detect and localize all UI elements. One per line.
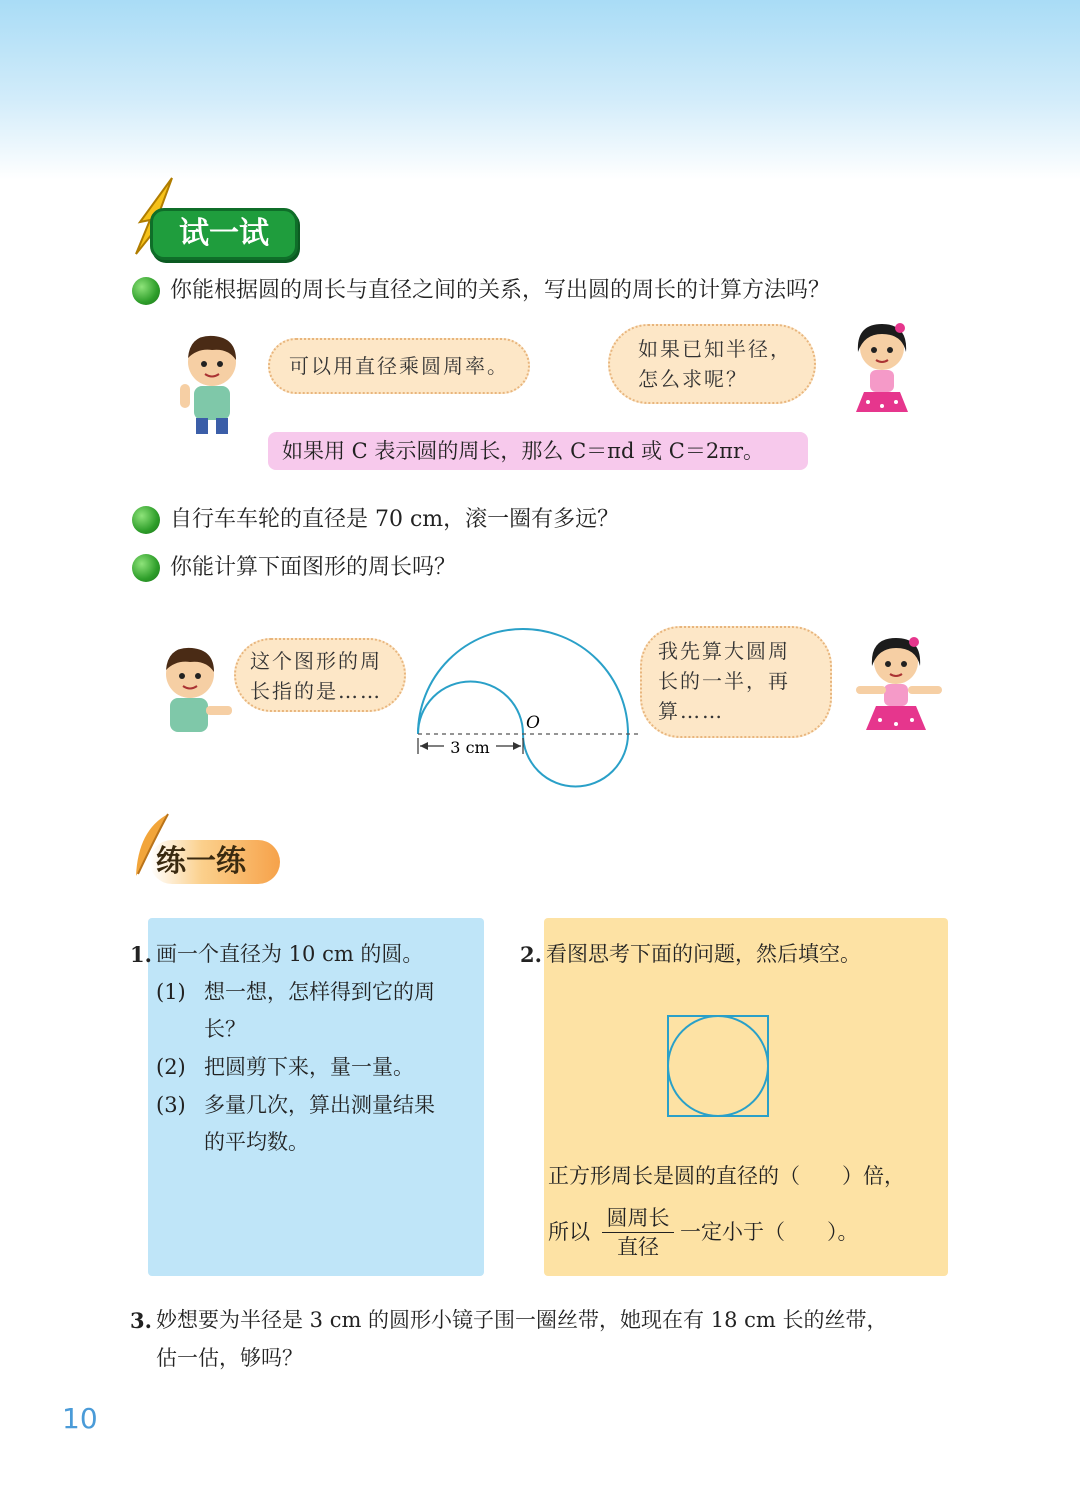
exercise-2-fill-2-suffix: 一定小于（ ）。 xyxy=(680,1220,859,1244)
girl-character-icon xyxy=(842,316,922,420)
square-with-circle-figure xyxy=(666,1014,770,1118)
speech-bubble-girl-1 xyxy=(608,324,816,404)
formula-banner: 如果用 C 表示圆的周长，那么 C＝πd 或 C＝2πr。 xyxy=(268,432,808,470)
green-bullet-icon xyxy=(132,554,160,582)
bubble-line: 算…… xyxy=(658,699,724,723)
exercise-1-number: 1. xyxy=(130,942,152,967)
large-semicircle xyxy=(418,629,628,734)
exercise-1-sub2: 把圆剪下来，量一量。 xyxy=(204,1055,414,1079)
fraction xyxy=(602,1204,674,1261)
small-semicircle-lower xyxy=(523,734,628,787)
exercise-2-number: 2. xyxy=(520,942,542,967)
exercise-3-line2: 估一估，够吗？ xyxy=(156,1346,303,1370)
green-bullet-icon xyxy=(132,506,160,534)
question-bicycle-wheel: 自行车车轮的直径是 70 cm，滚一圈有多远？ xyxy=(170,507,620,532)
exercise-1-sub3-line1: 多量几次，算出测量结果 xyxy=(204,1093,435,1117)
exercise-3-number: 3. xyxy=(130,1308,152,1333)
speech-bubble-boy-1: 可以用直径乘圆周率。 xyxy=(268,338,530,394)
green-bullet-icon xyxy=(132,277,160,305)
inscribed-circle xyxy=(668,1016,768,1116)
exercise-1-sub1-number: (1) xyxy=(156,980,186,1004)
speech-bubble-boy-2 xyxy=(234,638,406,712)
fraction-numerator: 圆周长 xyxy=(602,1204,674,1233)
section-header-try: 试一试 xyxy=(150,208,298,260)
measure-label: 3 cm xyxy=(450,738,490,757)
exercise-1-sub3-number: (3) xyxy=(156,1093,186,1117)
section-header-practice: 练一练 xyxy=(150,840,280,884)
center-label: O xyxy=(526,713,540,733)
bubble-line: 长的一半，再 xyxy=(658,669,790,693)
exercise-2-fill-2-prefix: 所以 xyxy=(548,1220,590,1244)
bubble-line: 如果已知半径， xyxy=(638,337,792,361)
question-circumference-method: 你能根据圆的周长与直径之间的关系，写出圆的周长的计算方法吗？ xyxy=(170,278,831,303)
small-semicircle-upper xyxy=(418,682,523,735)
bubble-line: 怎么求呢？ xyxy=(638,367,748,391)
bubble-line: 我先算大圆周 xyxy=(658,639,790,663)
girl-character-icon xyxy=(850,628,950,748)
fraction-denominator: 直径 xyxy=(617,1235,659,1259)
exercise-1-sub1-line1: 想一想，怎样得到它的周 xyxy=(204,980,435,1004)
exercise-1-text: 画一个直径为 10 cm 的圆。 xyxy=(156,942,424,966)
exercise-2-fill-1: 正方形周长是圆的直径的（ ）倍， xyxy=(548,1164,905,1188)
boy-character-icon xyxy=(150,640,240,744)
boy-character-icon xyxy=(172,326,252,436)
exercise-1-sub3-line2: 的平均数。 xyxy=(204,1130,309,1154)
speech-bubble-girl-2 xyxy=(640,626,832,738)
question-figure-perimeter: 你能计算下面图形的周长吗？ xyxy=(170,555,457,580)
bubble-line: 这个图形的周 xyxy=(250,649,382,673)
exercise-2-text: 看图思考下面的问题，然后填空。 xyxy=(546,942,861,966)
exercise-1-sub1-line2: 长？ xyxy=(204,1017,246,1041)
bubble-line: 长指的是…… xyxy=(250,679,382,703)
exercise-3-line1: 妙想要为半径是 3 cm 的圆形小镜子围一圈丝带，她现在有 18 cm 长的丝带， xyxy=(156,1308,888,1332)
semicircle-figure xyxy=(408,622,644,792)
page-number: 10 xyxy=(62,1402,98,1435)
top-gradient-band xyxy=(0,0,1080,180)
exercise-1-sub2-number: (2) xyxy=(156,1055,186,1079)
